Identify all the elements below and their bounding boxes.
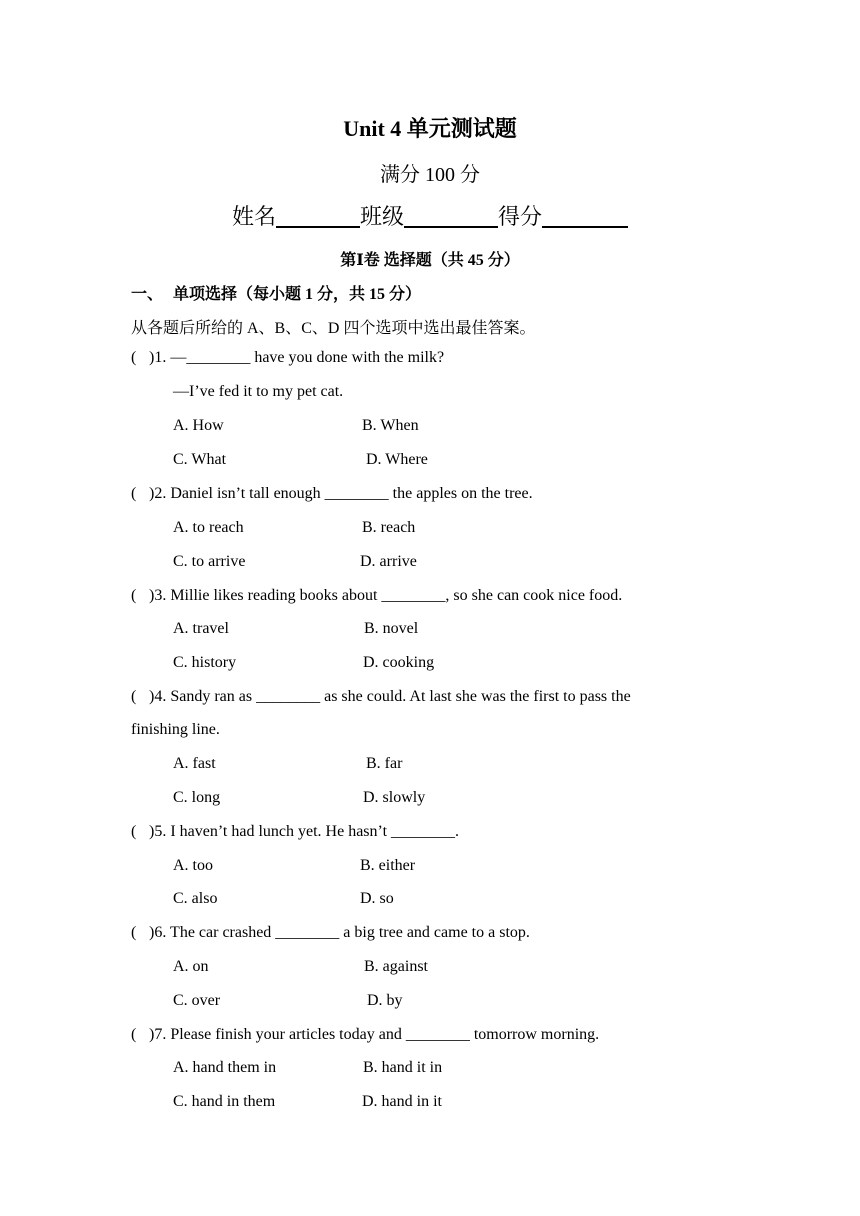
class-blank (404, 204, 498, 228)
score-label: 得分 (498, 204, 543, 229)
question-4-continuation: finishing line. (131, 721, 220, 738)
name-label: 姓名 (231, 204, 276, 229)
answer-paren: ( (131, 349, 137, 366)
instruction: 从各题后所给的 A、B、C、D 四个选项中选出最佳答案。 (131, 320, 536, 337)
answer-paren: ( (131, 924, 137, 941)
option-a: A. How (173, 417, 224, 434)
option-a: A. to reach (173, 519, 244, 536)
question-text: )1. —________ have you done with the milk? (149, 349, 445, 366)
answer-paren: ( (131, 688, 137, 705)
page-title: Unit 4 单元测试题 (343, 116, 517, 141)
question-text: )2. Daniel isn’t tall enough ________ the apples on the tree. (149, 485, 533, 502)
option-b: B. against (364, 958, 428, 975)
option-c: C. hand in them (173, 1093, 276, 1110)
question-7 (131, 1026, 599, 1044)
option-d: D. cooking (363, 654, 435, 671)
option-a: A. fast (173, 755, 216, 772)
question-text: )4. Sandy ran as ________ as she could. At last she was the first to pass the (149, 688, 631, 705)
option-d: D. hand in it (362, 1093, 442, 1110)
question-1 (131, 349, 444, 367)
question-3 (131, 587, 622, 605)
part-title: 第Ⅰ卷 选择题（共 45 分） (340, 252, 520, 269)
total-score: 满分 100 分 (380, 164, 480, 186)
student-info-line (0, 200, 860, 231)
option-d: D. so (360, 890, 394, 907)
option-d: D. slowly (363, 789, 426, 806)
question-5 (131, 823, 459, 841)
option-a: A. hand them in (173, 1059, 277, 1076)
option-c: C. over (173, 992, 221, 1009)
name-blank (276, 204, 360, 228)
question-1-response: —I’ve fed it to my pet cat. (173, 383, 344, 400)
option-b: B. novel (364, 620, 419, 637)
question-2 (131, 485, 533, 503)
option-b: B. When (362, 417, 419, 434)
question-text: )3. Millie likes reading books about ________, so she can cook nice food. (149, 587, 623, 604)
option-b: B. either (360, 857, 416, 874)
option-b: B. far (366, 755, 403, 772)
answer-paren: ( (131, 1026, 137, 1043)
section-number: 一、 (131, 286, 164, 303)
answer-paren: ( (131, 823, 137, 840)
question-4 (131, 688, 631, 706)
option-c: C. also (173, 890, 218, 907)
score-blank (542, 204, 628, 228)
option-d: D. arrive (360, 553, 417, 570)
option-c: C. history (173, 654, 237, 671)
option-c: C. What (173, 451, 227, 468)
question-text: )7. Please finish your articles today and ________ tomorrow morning. (149, 1026, 600, 1043)
option-c: C. to arrive (173, 553, 246, 570)
option-a: A. too (173, 857, 213, 874)
question-6 (131, 924, 530, 942)
option-c: C. long (173, 789, 221, 806)
answer-paren: ( (131, 485, 137, 502)
answer-paren: ( (131, 587, 137, 604)
option-a: A. on (173, 958, 209, 975)
question-text: )6. The car crashed ________ a big tree and came to a stop. (149, 924, 530, 941)
question-text: )5. I haven’t had lunch yet. He hasn’t ________. (149, 823, 460, 840)
section-title: 单项选择（每小题 1 分，共 15 分） (173, 286, 422, 303)
option-a: A. travel (173, 620, 229, 637)
option-d: D. Where (366, 451, 428, 468)
class-label: 班级 (359, 204, 404, 229)
option-b: B. reach (362, 519, 416, 536)
option-d: D. by (367, 992, 403, 1009)
option-b: B. hand it in (363, 1059, 443, 1076)
section-heading (131, 281, 421, 304)
